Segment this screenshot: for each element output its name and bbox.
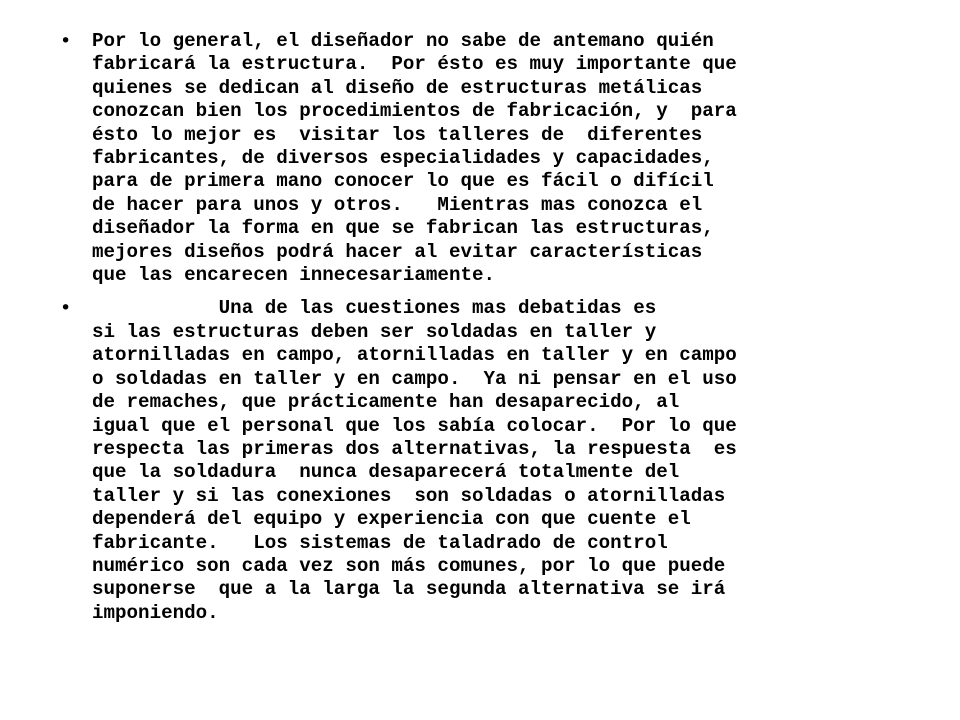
bullet-dot-icon: •: [60, 297, 72, 320]
bullet-text-fabrication: Por lo general, el diseñador no sabe de antemano quién fabricará la estructura. Por ésto es muy importante que quienes se dedican al diseño de estructuras metálicas conozcan bien los procedimientos de fabricación, y para ésto lo mejor es visitar los talleres de diferentes fabricantes, de diversos especialidades y capacidades, para de primera mano conocer lo que es fácil o difícil de hacer para unos y otros. Mientras mas conozca el diseñador la forma en que se fabrican las estructuras, mejores diseños podrá hacer al evitar características que las encarecen innecesariamente.: [92, 30, 737, 287]
bullet-item-fabrication: [60, 30, 910, 287]
bullet-list: [60, 30, 910, 635]
bullet-text-connections: Una de las cuestiones mas debatidas es si las estructuras deben ser soldadas en taller y atornilladas en campo, atornilladas en taller y en campo o soldadas en taller y en campo. Ya ni pensar en el uso de remaches, que prácticamente han desaparecido, al igual que el personal que los sabía colocar. Por lo que respecta las primeras dos alternativas, la respuesta es que la soldadura nunca desaparecerá totalmente del taller y si las conexiones son soldadas o atornilladas dependerá del equipo y experiencia con que cuente el fabricante. Los sistemas de taladrado de control numérico son cada vez son más comunes, por lo que puede suponerse que a la larga la segunda alternativa se irá imponiendo.: [92, 297, 737, 624]
bullet-dot-icon: •: [60, 30, 72, 52]
bullet-item-connections: [60, 297, 910, 625]
